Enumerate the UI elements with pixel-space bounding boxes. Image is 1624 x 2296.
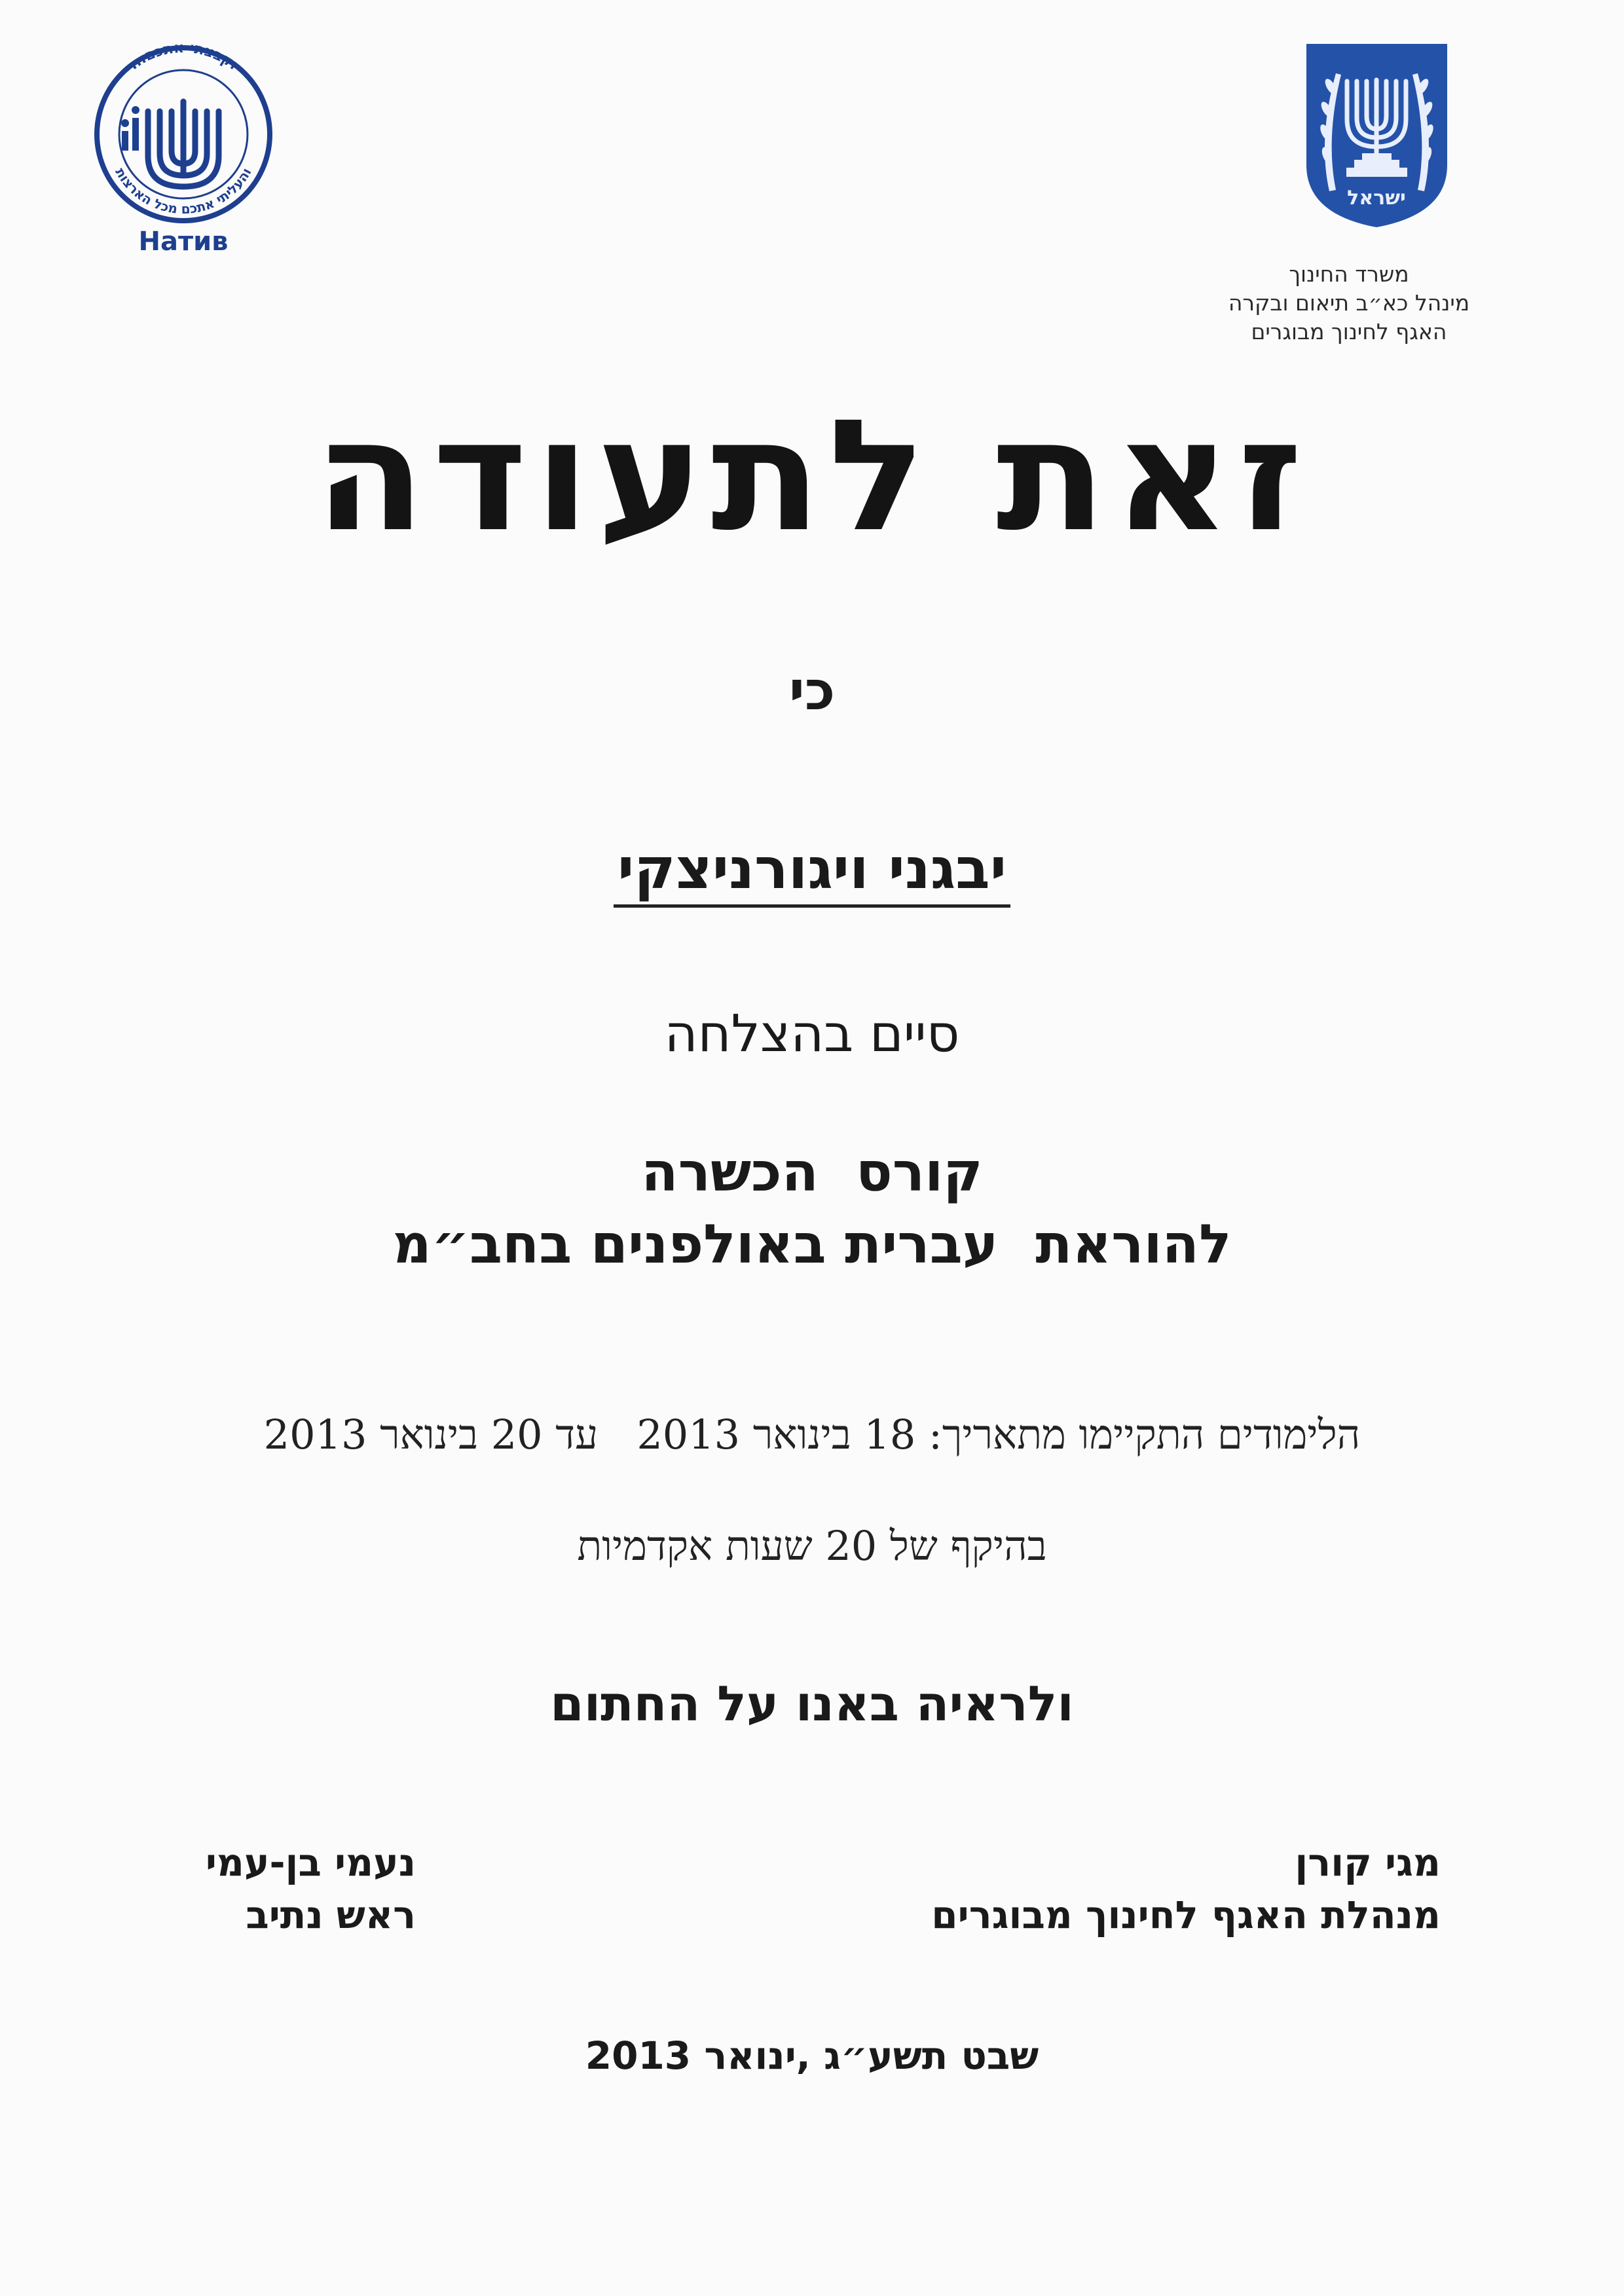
course-line-2: להוראת עברית באולפנים בחב״מ	[392, 1213, 1232, 1276]
svg-text:...וקבצתי אתכם	[126, 40, 240, 73]
course-line-1: קורס הכשרה	[641, 1141, 983, 1204]
state-emblem	[1303, 41, 1450, 231]
ministry-line-1: משרד החינוך	[1289, 261, 1409, 287]
nativ-ring-top-text: ...וקבצתי אתכם	[126, 39, 241, 73]
nativ-ring-bottom-text: והעליתי אתכם מכל הארצות	[112, 165, 255, 217]
witness-statement: ולראיה באנו על החתום	[550, 1676, 1074, 1732]
that-word: כי	[788, 660, 836, 722]
nativ-logo	[85, 39, 282, 262]
recipient-container	[0, 838, 1624, 908]
nativ-caption: Натив	[138, 227, 229, 257]
ministry-line-2: מינהל כא״ב תיאום ובקרה	[1228, 290, 1470, 316]
study-dates: הלימודים התקיימו מתאריך: 18 בינואר 2013 עד 20 בינואר 2013	[263, 1411, 1361, 1458]
signatory-right-name: מגי קורן	[1295, 1840, 1441, 1885]
certificate-title: זאת לתעודה	[314, 387, 1310, 566]
issue-date: שבט תשע״ג ,ינואר 2013	[585, 2033, 1039, 2078]
signatory-left-title: ראש נתיב	[246, 1893, 416, 1937]
emblem-label: ישראל	[1347, 187, 1406, 210]
signatory-left-name: נעמי בן-עמי	[205, 1840, 416, 1885]
signatory-right-title: מנהלת האגף לחינוך מבוגרים	[931, 1893, 1441, 1937]
recipient-name: יבגני ויגורניצקי	[614, 838, 1010, 908]
study-hours: בהיקף של 20 שעות אקדמיות	[577, 1522, 1047, 1570]
ministry-line-3: האגף לחינוך מבוגרים	[1251, 319, 1447, 344]
completed-text: סיים בהצלחה	[664, 1005, 960, 1064]
